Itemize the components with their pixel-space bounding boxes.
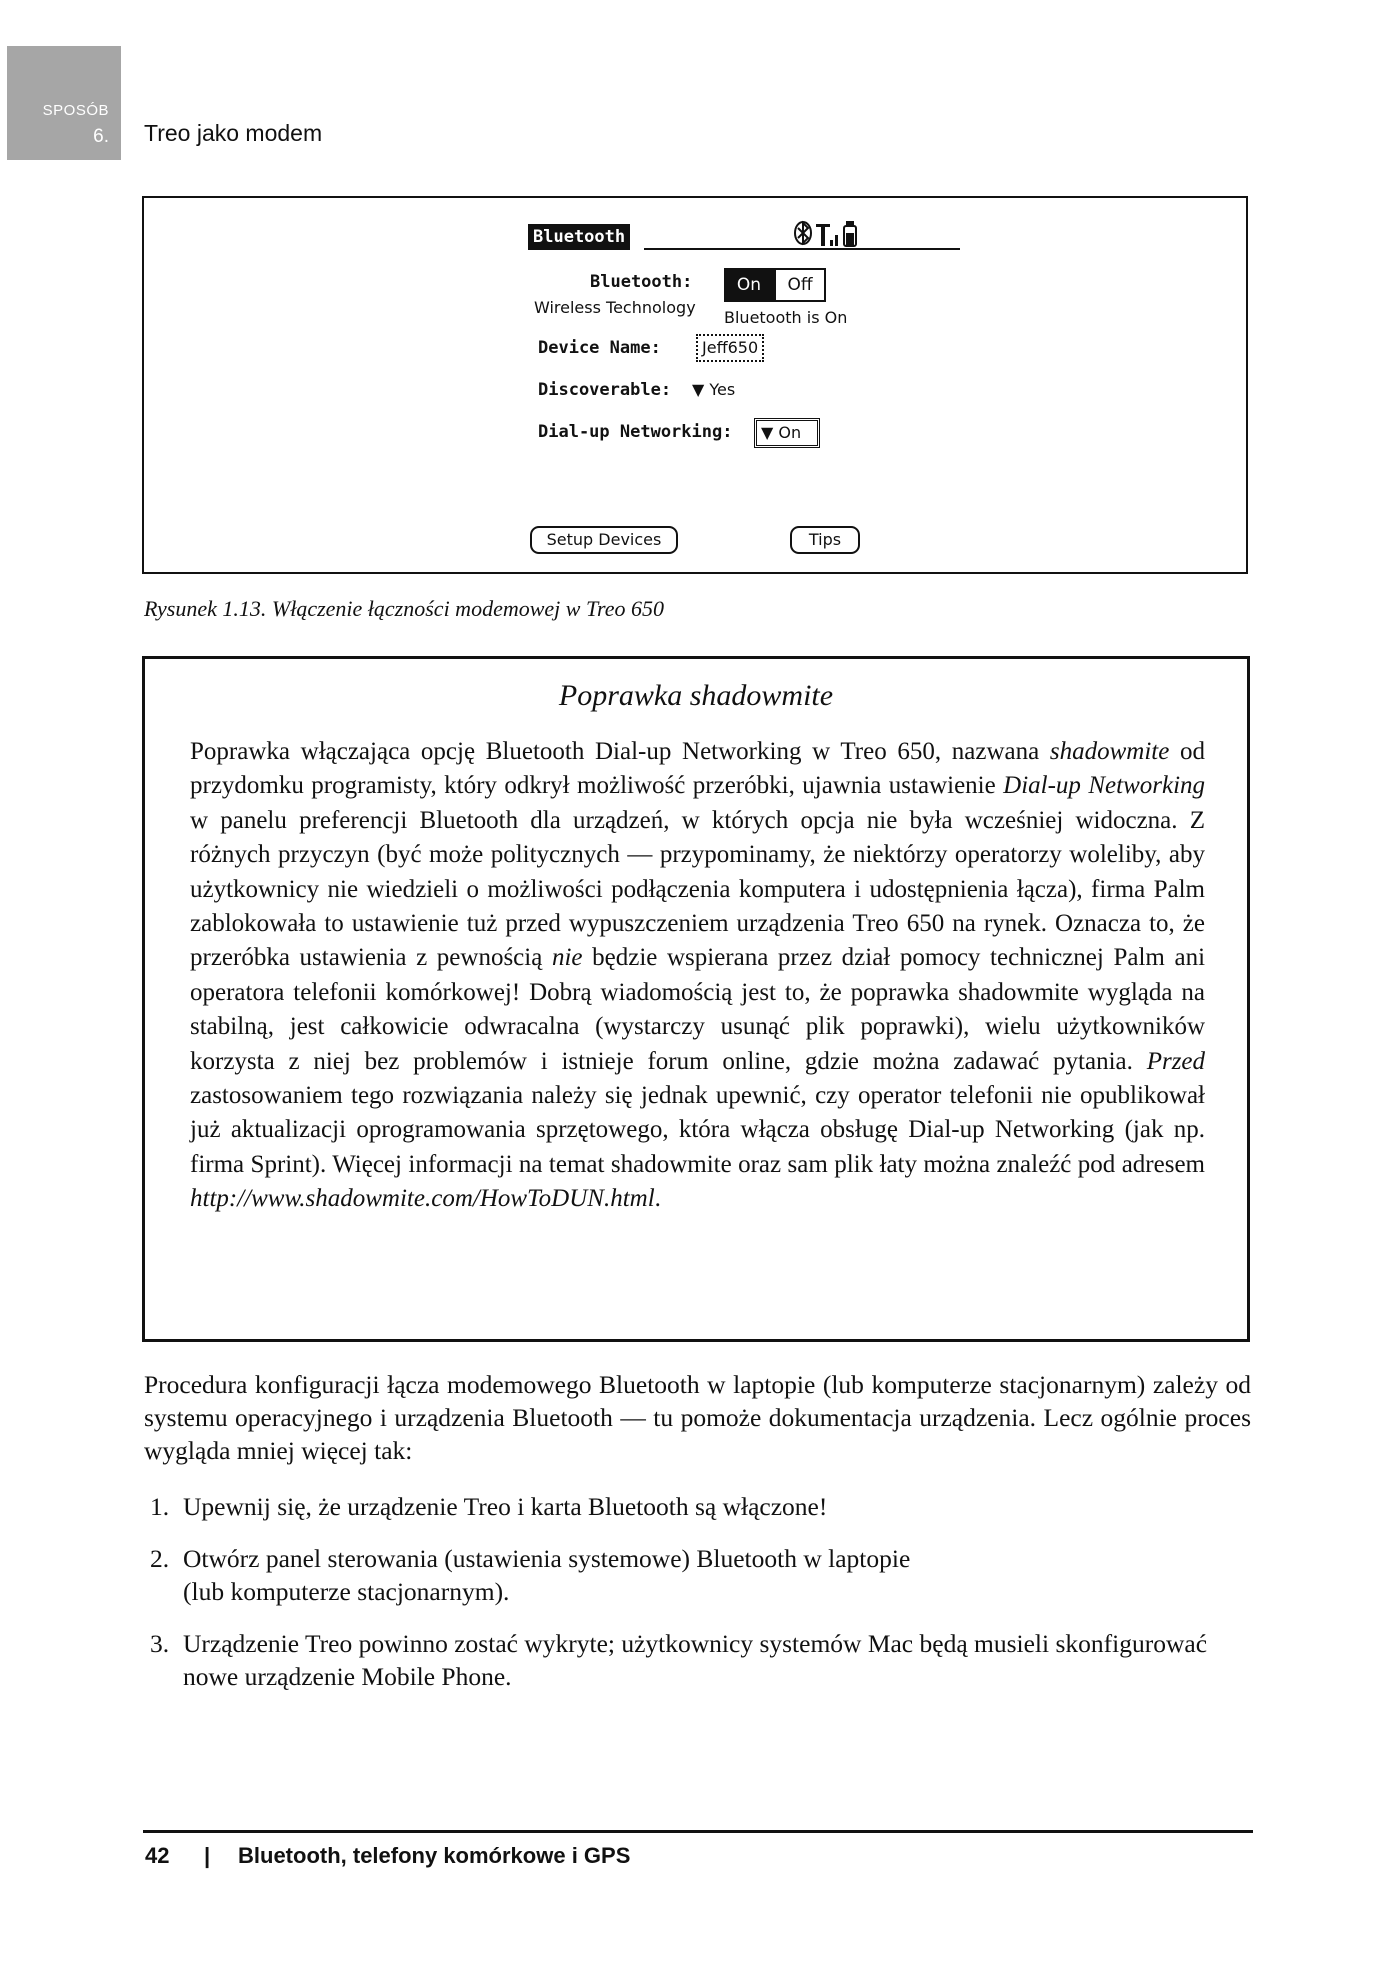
list-item-text: Urządzenie Treo powinno zostać wykryte; użytkownicy systemów Mac będą musieli skonfigurować nowe urządzenie Mobile Phone.	[183, 1629, 1208, 1691]
sidebar-text-4: będzie wspierana przez dział pomocy technicznej Palm ani operatora telefonii komórkowej! Dobrą wiadomością jest to, że poprawka shadowmite wygląda na stabilną, jest całkowicie odwracalna (wystarczy usunąć plik poprawki), wielu użytkowników korzysta z niej bez problemów i istnieje forum online, gdzie można zadawać pytania.	[190, 944, 1206, 1075]
list-item-text: Otwórz panel sterowania (ustawienia systemowe) Bluetooth w laptopie	[183, 1544, 911, 1573]
discoverable-trigger[interactable]	[692, 380, 735, 399]
palm-title-tab: Bluetooth	[528, 224, 630, 250]
sidebar-title: Poprawka shadowmite	[558, 679, 834, 712]
discoverable-value: Yes	[709, 380, 736, 399]
footer-book-title: Bluetooth, telefony komórkowe i GPS	[238, 1843, 631, 1868]
bluetooth-label: Bluetooth:	[590, 272, 693, 292]
bluetooth-status-text: Bluetooth is On	[724, 308, 848, 327]
device-name-field[interactable]: Jeff650	[696, 334, 764, 362]
list-item-number: 2.	[150, 1544, 170, 1573]
steps-list	[150, 1490, 1250, 1712]
bluetooth-off-button[interactable]: Off	[774, 268, 826, 302]
list-item	[150, 1542, 1250, 1608]
dialup-networking-trigger[interactable]	[754, 418, 820, 448]
palm-status-icons	[794, 220, 864, 254]
list-item	[150, 1490, 1250, 1523]
sidebar-text-2: od przydomku programisty, który odkrył możliwość przeróbki, ujawnia ustawienie	[190, 738, 1206, 800]
list-item-number: 1.	[150, 1492, 170, 1521]
bluetooth-screenshot	[142, 196, 1248, 574]
footer-rule	[143, 1830, 1253, 1833]
list-item-text-cont: (lub komputerze stacjonarnym).	[183, 1577, 510, 1606]
section-label: SPOSÓB	[42, 102, 109, 119]
sidebar-em-1: shadowmite	[1049, 738, 1170, 765]
body-paragraph: Procedura konfiguracji łącza modemowego Bluetooth w laptopie (lub komputerze stacjonarnym) zależy od systemu operacyjnego i urządzenia Bluetooth — tu pomoże dokumentacja urządzenia. Lecz ogólnie proces wygląda mniej więcej tak:	[144, 1370, 1251, 1465]
dialup-networking-value: On	[778, 423, 802, 442]
sidebar-box	[142, 656, 1250, 1342]
running-header-title: Treo jako modem	[144, 120, 323, 146]
sidebar-url-link[interactable]: http://www.shadowmite.com/HowToDUN.html	[190, 1185, 655, 1213]
sidebar-em-3: nie	[551, 944, 583, 972]
bluetooth-on-button[interactable]: On	[724, 268, 774, 302]
list-item	[150, 1627, 1250, 1693]
signal-icon	[816, 224, 838, 246]
sidebar-end: .	[654, 1185, 661, 1213]
sidebar-em-2: Dial-up Networking	[1003, 772, 1206, 800]
battery-icon	[844, 222, 856, 246]
sidebar-paragraph	[190, 735, 1205, 1217]
section-number: 6.	[93, 126, 109, 147]
setup-devices-button[interactable]: Setup Devices	[530, 526, 678, 554]
triangle-down-icon: ▼	[692, 380, 705, 399]
device-name-label: Device Name:	[538, 338, 661, 358]
page-number: 42	[145, 1843, 170, 1868]
triangle-down-icon: ▼	[761, 423, 774, 442]
sidebar-text-1: Poprawka włączająca opcję Bluetooth Dial-up Networking w Treo 650, nazwana	[190, 738, 1040, 765]
dialup-networking-label: Dial-up Networking:	[538, 422, 733, 442]
footer-separator: |	[204, 1843, 211, 1868]
section-marker	[7, 46, 121, 160]
sidebar-text-5: zastosowaniem tego rozwiązania należy się jednak upewnić, czy operator telefonii nie opublikował już aktualizacji oprogramowania sprzętowego, która włącza obsługę Dial-up Networking (jak np. firma Sprint). Więcej informacji na temat shadowmite oraz sam plik łaty można znaleźć pod adresem	[190, 1082, 1205, 1178]
list-item-text: Upewnij się, że urządzenie Treo i karta Bluetooth są włączone!	[183, 1492, 828, 1521]
discoverable-label: Discoverable:	[538, 380, 672, 400]
wireless-tech-label: Wireless Technology	[534, 298, 696, 317]
tips-button[interactable]: Tips	[790, 526, 860, 554]
bluetooth-icon	[795, 222, 811, 244]
sidebar-text-3: w panelu preferencji Bluetooth dla urządzeń, w których opcja nie była wcześniej widoczna. Z różnych przyczyn (być może politycznych — przypominamy, że niektórzy operatorzy woleliby, aby użytkownicy nie wiedzieli o możliwości podłączenia komputera i udostępnienia łącza), firma Palm zablokowała to ustawienie tuż przed wypuszczeniem urządzenia Treo 650 na rynek. Oznacza to, że przeróbka ustawienia z pewnością	[190, 806, 1205, 972]
list-item-number: 3.	[150, 1629, 170, 1658]
figure-caption: Rysunek 1.13. Włączenie łączności modemowej w Treo 650	[144, 596, 664, 621]
sidebar-em-4: Przed	[1146, 1047, 1206, 1075]
